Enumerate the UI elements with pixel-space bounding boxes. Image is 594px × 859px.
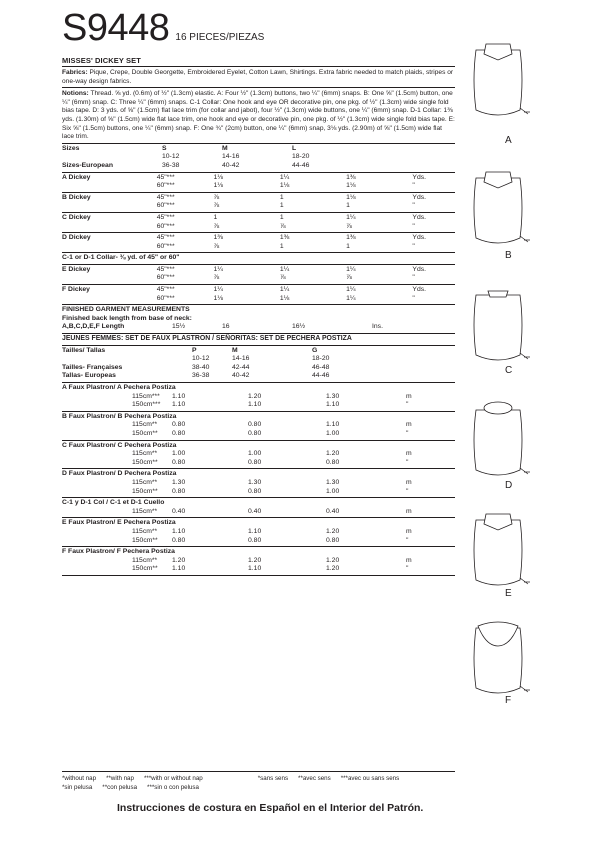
dickey-view-d	[470, 400, 580, 490]
dickey-sketch-icon	[470, 40, 530, 130]
collar-row: C-1 or D-1 Collar- ⅜ yd. of 45" or 60"	[62, 253, 455, 265]
sizes-block: Sizes S M L 10-12 14-16 18-20 Sizes-European 36-38 40-42 44-46	[62, 144, 455, 173]
yardage-row: 60"*** ⅞ 1 1 "	[156, 202, 415, 210]
yardage-row: 60"*** 1⅛ 1⅛ 1¼ "	[156, 294, 415, 302]
metric-row: 115cm** 1.10 1.10 1.20 m	[132, 527, 412, 535]
metric-row: 150cm** 1.10 1.10 1.20 "	[132, 565, 409, 573]
yardage-row: A Dickey 45"*** 1⅛ 1¼ 1⅜ Yds.	[62, 173, 427, 181]
view-label: C	[505, 365, 513, 376]
fabrics-paragraph: Fabrics: Pique, Crepe, Double Georgette, Embroidered Eyelet, Cotton Lawn, Shirtings. Extra fabric needed to match plaids, stripes or one-way design fabrics.	[62, 67, 455, 88]
metric-group	[62, 518, 455, 547]
metric-row: 115cm** 0.40 0.40 0.40 m	[132, 507, 412, 515]
dickey-view-e	[470, 510, 580, 600]
view-label: E	[505, 588, 512, 599]
metric-row: 150cm*** 1.10 1.10 1.10 "	[132, 401, 409, 409]
dickey-view-a	[470, 40, 580, 146]
view-label: A	[505, 135, 512, 146]
view-label: D	[505, 480, 513, 491]
yardage-group	[62, 173, 455, 193]
metric-group-title: E Faux Plastron/ E Pechera Postiza	[62, 519, 176, 527]
yardage-table	[62, 173, 455, 254]
yardage-table-2	[62, 265, 455, 305]
yardage-group	[62, 213, 455, 233]
yardage-row: B Dickey 45"*** ⅞ 1 1⅛ Yds.	[62, 193, 427, 201]
notions-paragraph: Notions: Thread. ⅝ yd. (0.6m) of ½" (1.3cm) elastic. A: Four ½" (1.3cm) buttons, two ¼" (6mm) snaps. B: One ⅝" (1.5cm) button, one ¼" (6mm) snap. C: Three ¼" (6mm) snaps. C-1 Collar: One hook and eye OR decorative pin, one pkg. of ½" (1.3cm) wide single fold bias tape. D: 3 yds. of ⅝" (1.5cm) flat lace trim (for collar and jabot), four ½" (1.3cm) wide buttons, one ¼" (6mm) snap. D-1 Collar: 1⅜ yds. (1.30m) of ⅝" (1.5cm) wide flat lace trim, one hook and eye or decorative pin, one pkg. of ½" (1.3cm) wide single fold bias tape. E: Six ⅝" (1.5cm) buttons, one ¼" (6mm) snap. F: One ¾" (2cm) button, one ¼" (6mm) snap, 3⅛ yds. (2.90m) of ⅝" (1.5cm) wide flat lace trim.	[62, 88, 455, 144]
metric-group-title: C-1 y D-1 Col / C-1 et D-1 Cuello	[62, 499, 165, 507]
metric-row: 115cm** 1.30 1.30 1.30 m	[132, 478, 412, 486]
yardage-row: 60"*** 1⅛ 1⅛ 1⅛ "	[156, 182, 415, 190]
pieces-count: 16 PIECES/PIEZAS	[175, 32, 265, 43]
envelope-back-content	[62, 55, 455, 576]
tailles-block: Tailles/ Tallas P M G 10-12 14-16 18-20 Tailles- Françaises 38-40 42-44 46-48 Tallas- Europeas 36-38 40-42 44-46	[62, 346, 455, 383]
instructions-note: Instrucciones de costura en Español en el Interior del Patrón.	[117, 802, 424, 814]
yardage-group	[62, 265, 455, 285]
yardage-row: D Dickey 45"*** 1⅜ 1⅜ 1⅜ Yds.	[62, 234, 427, 242]
metric-group-title: B Faux Plastron/ B Pechera Postiza	[62, 412, 177, 420]
metric-group	[62, 441, 455, 470]
view-label: F	[505, 695, 512, 706]
metric-group-title: A Faux Plastron/ A Pechera Postiza	[62, 384, 176, 391]
metric-table	[62, 383, 455, 576]
dickey-view-b	[470, 168, 580, 261]
view-label: B	[505, 250, 512, 261]
yardage-row: 60"*** ⅞ ⅞ ⅞ "	[156, 222, 415, 230]
metric-row: 150cm** 0.80 0.80 0.80 "	[132, 458, 409, 466]
dickey-sketch-icon	[470, 510, 530, 600]
nap-legend: *without nap **with nap ***with or without nap *sans sens **avec sens ***avec ou sans sens *sin pelusa **con pelusa ***sin o con pelusa	[62, 771, 455, 792]
metric-row: 150cm** 0.80 0.80 1.00 "	[132, 487, 409, 495]
dickey-sketch-icon	[470, 285, 530, 375]
yardage-row: 60"*** ⅞ ⅞ ⅞ "	[156, 274, 415, 282]
yardage-group	[62, 285, 455, 305]
metric-row: 150cm** 0.80 0.80 0.80 "	[132, 536, 409, 544]
metric-group	[62, 383, 455, 412]
metric-group	[62, 547, 455, 576]
metric-group-title: C Faux Plastron/ C Pechera Postiza	[62, 441, 177, 449]
yardage-group	[62, 233, 455, 253]
dickey-sketch-icon	[470, 400, 530, 490]
yardage-group	[62, 193, 455, 213]
spanish-title: JEUNES FEMMES: SET DE FAUX PLASTRON / SEÑORITAS: SET DE PECHERA POSTIZA	[62, 334, 455, 346]
metric-group-title: D Faux Plastron/ D Pechera Postiza	[62, 470, 177, 478]
dickey-sketch-icon	[470, 168, 530, 258]
metric-row: 150cm** 0.80 0.80 1.00 "	[132, 429, 409, 437]
pattern-code: S9448	[62, 7, 170, 49]
metric-row: 115cm** 1.20 1.20 1.20 m	[132, 556, 412, 564]
metric-group-title: F Faux Plastron/ F Pechera Postiza	[62, 548, 175, 556]
metric-group	[62, 412, 455, 441]
metric-group	[62, 469, 455, 498]
metric-row: 115cm** 0.80 0.80 1.10 m	[132, 421, 412, 429]
finished-measurements: FINISHED GARMENT MEASUREMENTS Finished back length from base of neck: A,B,C,D,E,F Length 15½ 16 16½ Ins.	[62, 305, 455, 334]
metric-row: 115cm*** 1.10 1.20 1.30 m	[132, 392, 412, 400]
pattern-header	[62, 8, 264, 48]
yardage-row: 60"*** ⅞ 1 1 "	[156, 242, 415, 250]
dickey-sketch-icon	[470, 618, 530, 708]
yardage-row: C Dickey 45"*** 1 1 1¼ Yds.	[62, 213, 427, 221]
misses-title: MISSES' DICKEY SET	[62, 55, 455, 67]
yardage-row: F Dickey 45"*** 1¼ 1¼ 1¼ Yds.	[62, 286, 427, 294]
metric-row: 115cm** 1.00 1.00 1.20 m	[132, 450, 412, 458]
dickey-view-f	[470, 618, 580, 708]
yardage-row: E Dickey 45"*** 1¼ 1¼ 1¼ Yds.	[62, 265, 427, 273]
dickey-view-c	[470, 285, 580, 375]
metric-group	[62, 498, 455, 518]
